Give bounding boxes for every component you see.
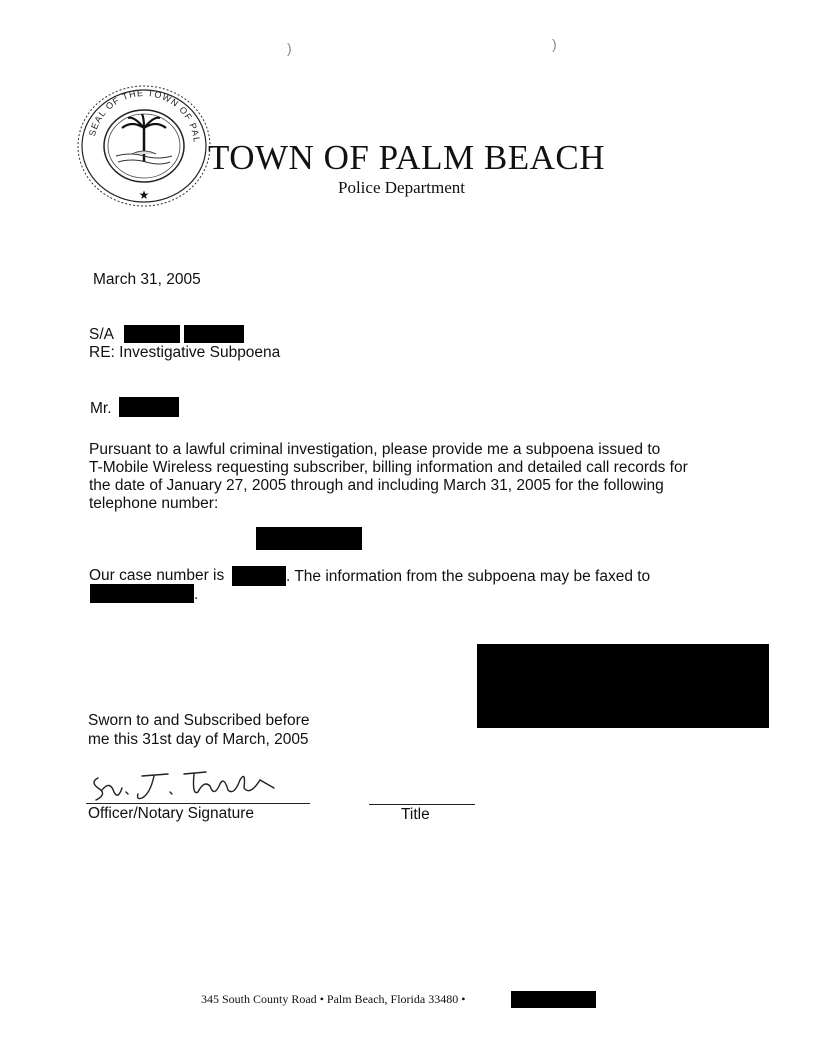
redacted-case-number [232, 566, 286, 586]
footer-street: 345 South County Road [201, 992, 317, 1006]
redacted-phone-footer [511, 991, 596, 1008]
svg-text:★: ★ [138, 188, 150, 202]
svg-text:SEAL OF THE TOWN OF PALM BEACH: SEAL OF THE TOWN OF PAL [87, 87, 202, 144]
letter-date: March 31, 2005 [93, 271, 201, 288]
redacted-block [119, 397, 179, 417]
case-line-start: Our case number is [89, 567, 225, 584]
page-title: TOWN OF PALM BEACH [208, 138, 605, 177]
handwritten-signature [88, 766, 288, 804]
scan-mark: ) [552, 36, 557, 52]
redacted-block [124, 325, 180, 343]
body-line: the date of January 27, 2005 through and including March 31, 2005 for the following [89, 477, 664, 494]
scan-mark: ) [287, 40, 292, 56]
sworn-line: Sworn to and Subscribed before [88, 712, 310, 729]
footer-bullet: • [461, 992, 466, 1006]
footer-city: Palm Beach, Florida 33480 [326, 992, 459, 1006]
signature-line [86, 803, 310, 804]
title-label: Title [401, 806, 430, 823]
department-subtitle: Police Department [338, 178, 465, 197]
fax-end: . [194, 586, 199, 603]
body-line: T-Mobile Wireless requesting subscriber, billing information and detailed call records for [89, 459, 688, 476]
body-line: Pursuant to a lawful criminal investigation, please provide me a subpoena issued to [89, 441, 661, 458]
redacted-block [184, 325, 244, 343]
body-line: telephone number: [89, 495, 219, 512]
redacted-fax [90, 584, 194, 603]
footer-address [201, 992, 465, 1007]
recipient-prefix: S/A [89, 326, 114, 343]
re-line: RE: Investigative Subpoena [89, 344, 281, 361]
officer-signature-label: Officer/Notary Signature [88, 805, 254, 822]
case-line-end: . The information from the subpoena may be faxed to [286, 568, 651, 585]
town-seal [76, 84, 212, 208]
title-line [369, 804, 475, 805]
sworn-line: me this 31st day of March, 2005 [88, 731, 309, 748]
seal-icon [76, 84, 212, 208]
footer-bullet: • [319, 992, 324, 1006]
salutation: Mr. [90, 400, 112, 417]
redacted-phone [256, 527, 362, 550]
redacted-stamp-area [477, 644, 769, 728]
